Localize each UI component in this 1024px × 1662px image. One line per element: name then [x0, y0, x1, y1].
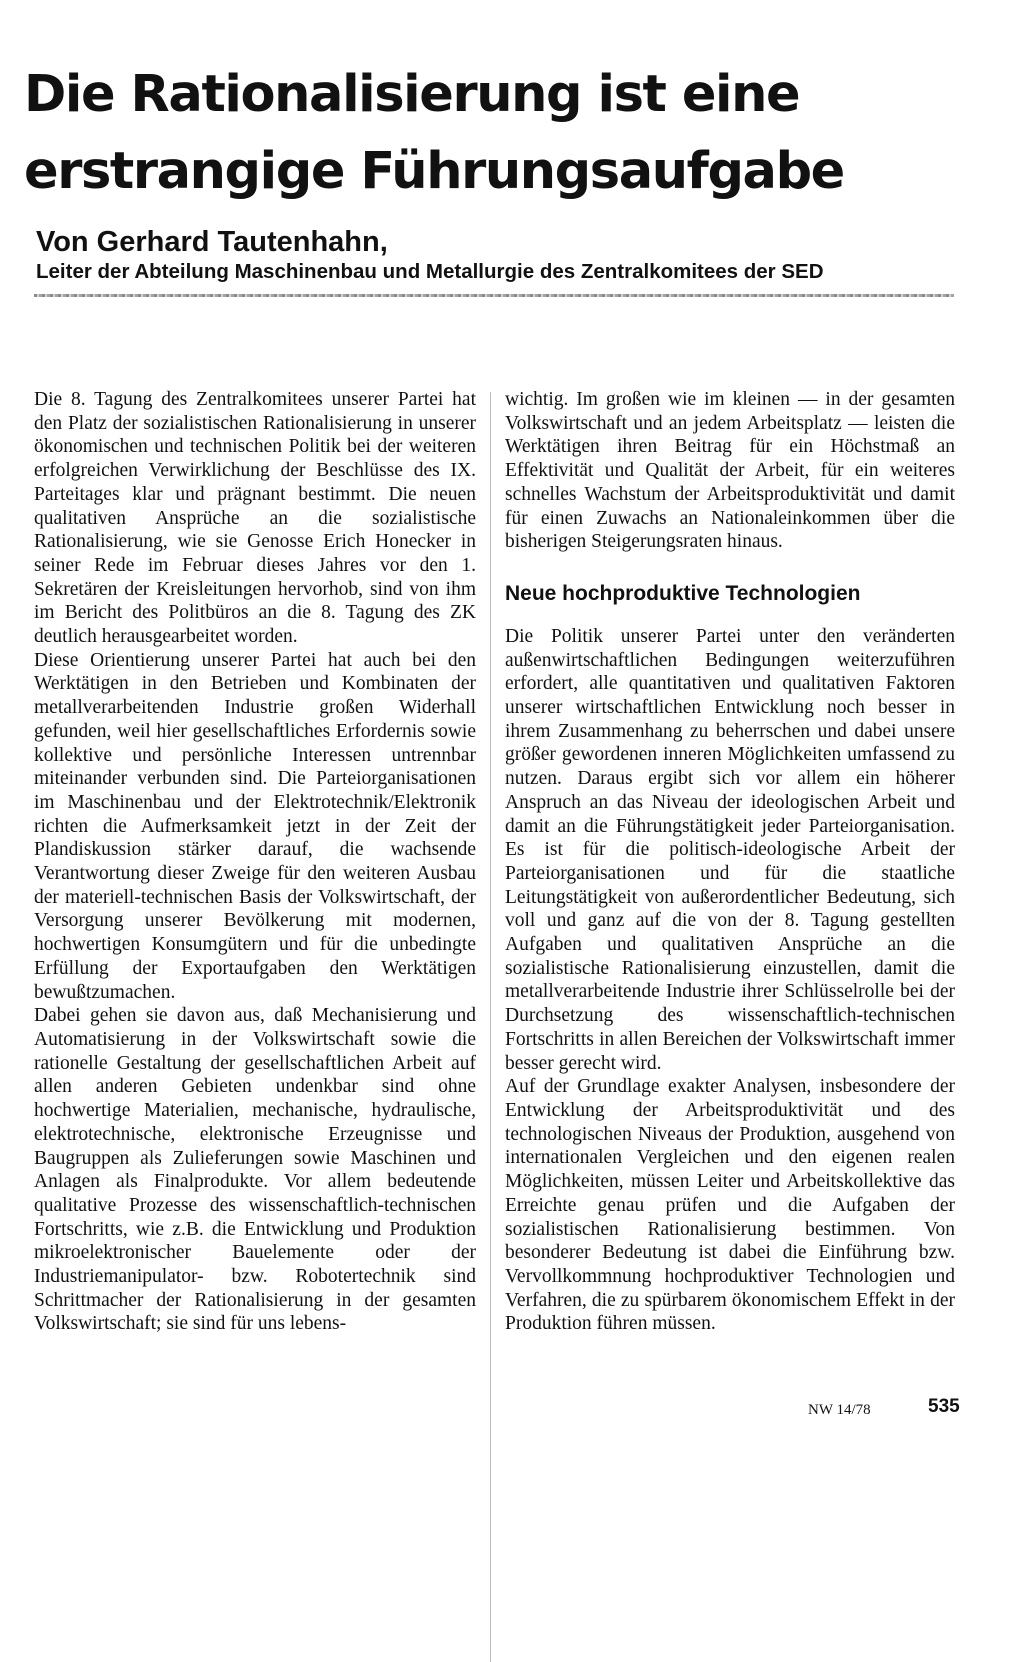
journal-reference: NW 14/78 — [808, 1402, 871, 1418]
section-heading: Neue hochproduktive Technologien — [505, 581, 861, 605]
header-divider — [34, 294, 954, 297]
column-divider — [490, 392, 491, 1662]
paragraph: Diese Orientierung unserer Partei hat auch bei den Werktätigen in den Betrieben und Kombinaten der metallverarbeitenden Industrie großen Widerhall gefunden, weil hier gesellschaftliches Erfordernis sowie kollektive und persönliche Interessen untrennbar miteinander verbunden sind. Die Parteiorganisationen im Maschinenbau und der Elektrotechnik/Elektronik richten die Aufmerksamkeit jetzt in der Zeit der Plandiskussion stärker darauf, die wachsende Verantwortung dieser Zweige für den weiteren Ausbau der materiell-technischen Basis der Volkswirtschaft, der Versorgung unserer Bevölkerung mit modernen, hochwertigen Konsumgütern und für die unbedingte Erfüllung der Exportaufgaben den Werktätigen bewußtzumachen. — [34, 649, 476, 1003]
paragraph: wichtig. Im großen wie im kleinen — in der gesamten Volkswirtschaft und an jedem Arbeitsplatz — leisten die Werktätigen ihren Beitrag für ein Höchstmaß an Effektivität und Qualität der Arbeit, für ein weiteres schnelles Wachstum der Arbeitsproduktivität und damit für einen Zuwachs an Nationaleinkommen über die bisherigen Steigerungsraten hinaus. — [505, 389, 955, 553]
paragraph: Die Politik unserer Partei unter den veränderten außenwirtschaftlichen Bedingungen weiterzuführen erfordert, alle quantitativen und qualitativen Faktoren unserer wirtschaftlichen Entwicklung noch besser in ihrem Zusammenhang zu beherrschen und dabei unsere größer gewordenen inneren Möglichkeiten umfassend zu nutzen. Daraus ergibt sich vor allem ein höherer Anspruch an das Niveau der ideologischen Arbeit und damit an die Führungstätigkeit jeder Parteiorganisation. Es ist für die politisch-ideologische Arbeit der Parteiorganisationen und für die staatliche Leitungstätigkeit von außerordentlicher Bedeutung, sich voll und ganz auf die von der 8. Tagung gestellten Aufgaben und qualitativen Ansprüche an die sozialistische Rationalisierung einzustellen, damit die metallverarbeitende Industrie ihrer Schlüsselrolle bei der Durchsetzung des wissenschaftlich-technischen Fortschritts in allen Bereichen der Volkswirtschaft immer besser gerecht wird. — [505, 625, 955, 1074]
paragraph: Auf der Grundlage exakter Analysen, insbesondere der Entwicklung der Arbeitsproduktivität und des technologischen Niveaus der Produktion, ausgehend von internationalen Vergleichen und den eigenen realen Möglichkeiten, müssen Leiter und Arbeitskollektive das Erreichte genau prüfen und die Aufgaben der sozialistischen Rationalisierung bestimmen. Von besonderer Bedeutung ist dabei die Einführung bzw. Vervollkommnung hochproduktiver Technologien und Verfahren, die zu spürbarem ökonomischem Effekt in der Produktion führen müssen. — [505, 1076, 955, 1335]
author-byline: Von Gerhard Tautenhahn, — [36, 226, 388, 258]
left-column — [34, 388, 476, 1336]
article-title: Die Rationalisierung ist eine erstrangige Führungsaufgabe — [24, 65, 844, 201]
paragraph: Die 8. Tagung des Zentralkomitees unserer Partei hat den Platz der sozialistischen Rationalisierung in unserer ökonomischen und technischen Politik bei der weiteren erfolgreichen Verwirklichung der Beschlüsse des IX. Parteitages klar und prägnant bestimmt. Die neuen qualitativen Ansprüche an die sozialistische Rationalisierung, wie sie Genosse Erich Honecker in seiner Rede im Februar dieses Jahres vor den 1. Sekretären der Kreisleitungen hervorhob, sind von ihm im Bericht des Politbüros an die 8. Tagung des ZK deutlich herausgearbeitet worden. — [34, 389, 476, 648]
paragraph: Dabei gehen sie davon aus, daß Mechanisierung und Automatisierung in der Volkswirtschaft sowie die rationelle Gestaltung der gesellschaftlichen Arbeit auf allen anderen Gebieten undenkbar sind ohne hochwertige Materialien, mechanische, hydraulische, elektrotechnische, elektronische Erzeugnisse und Baugruppen als Zulieferungen sowie Maschinen und Anlagen als Finalprodukte. Vor allem bedeutende qualitative Prozesse des wissenschaftlich-technischen Fortschritts, wie z.B. die Entwicklung und Produktion mikroelektronischer Bauelemente oder der Industriemanipulator- bzw. Robotertechnik sind Schrittmacher der Rationalisierung in der gesamten Volkswirtschaft; sie sind für uns lebens- — [34, 1005, 476, 1335]
right-column — [505, 388, 955, 1336]
author-position: Leiter der Abteilung Maschinenbau und Metallurgie des Zentralkomitees der SED — [36, 260, 824, 283]
page-number: 535 — [928, 1396, 960, 1417]
